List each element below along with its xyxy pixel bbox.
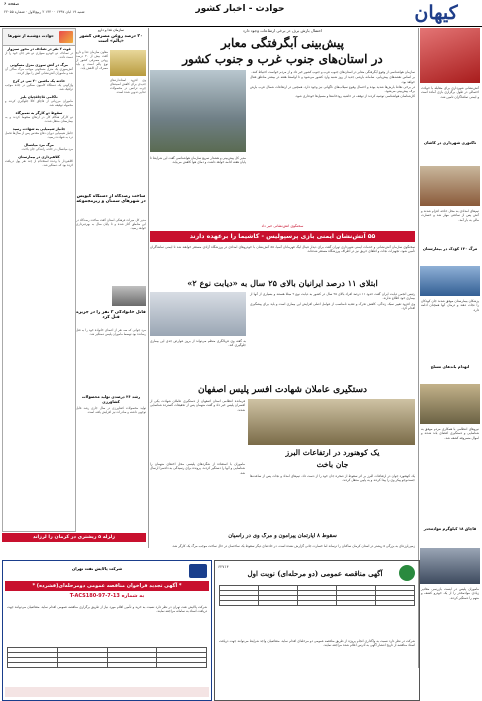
oil-story-2: وی افزود استانداردهای جدیدی برای کاهش اسیدهای چرب ترانس در محصولات غذایی تدوین شده است. bbox=[110, 78, 146, 94]
quake-headline: زلزله ۵ ریشتری در کرمان را لرزاند bbox=[2, 533, 146, 542]
ad-title: آگهی مناقصه عمومی (دو مرحله‌ای) نوبت اول bbox=[247, 569, 383, 578]
kicker: احتمال بارش برف در برخی ارتفاعات وجود دارد bbox=[242, 28, 323, 33]
main-headline-2: در استان‌های جنوب غرب و جنوب کشور bbox=[182, 52, 383, 66]
sidebar-item: جانباز شیمیایی به شهادت رسید جانباز شیمیایی دوران دفاع مقدس پس از سال‌ها تحمل درد به شهادت رسید. bbox=[5, 127, 73, 139]
fire-story: سخنگوی سازمان آتش‌نشانی و خدمات ایمنی شهرداری تهران گفت برای دیدار فینال لیگ قهرمانان آسیا، ۵۵ آتش‌نشان با خودروهای امدادی در ورزشگاه آزادی مستقر خواهند شد تا ایمنی تماشاگران تأمین شود. تجهیزات نجات و اطفای حریق نیز در اطراف ورزشگاه مستقر شده‌اند. bbox=[150, 245, 415, 254]
alborz-headline-1: یک کوهنورد در ارتفاعات البرز bbox=[285, 448, 380, 457]
story-text: تیم‌های امدادی به محل حادثه اعزام شدند و آتش پس از ساعتی مهار شد و خسارت مالی به بار آمد. bbox=[421, 209, 479, 222]
building-headline: سقوط ۸ آپارتمان پیرامون و مرگ وی در راسیان bbox=[228, 533, 337, 539]
main-story-body: سازمان هواشناسی از وقوع آبگرفتگی معابر در استان‌های جنوب غرب و جنوب کشور خبر داد و از مردم خواست احتیاط کنند. بر اساس نقشه‌های پیش‌یابی، سامانه بارشی جدید از روز شنبه وارد کشور می‌شود و تا اواسط هفته در بیشتر مناطق فعال خواهد بود. در برخی نقاط بارش‌ها شدید بوده و احتمال وقوع سیلاب‌های ناگهانی نیز وجود دارد. همچنین در ارتفاعات شمال غرب بارش برف پیش‌بینی می‌شود. کارشناسان هواشناسی توصیه کردند از توقف در حاشیه رودخانه‌ها و مسیل‌ها خودداری شود. bbox=[250, 70, 415, 99]
ad-logo-green bbox=[399, 565, 415, 581]
observatory-headline: ساخت رصدگاه از دستگاه کیوبس در شهرهای سمنان و زیرمجموعه bbox=[76, 194, 146, 204]
ad-number: ۶۲۷۱۴ bbox=[218, 564, 229, 569]
police-story-2: ماموران با استفاده از شگردهای پلیسی محل اختفای متهمان را شناسایی و آنها را دستگیر کردند. پرونده برای رسیدگی به دادسرا ارسال شد. bbox=[150, 462, 245, 475]
police-story: فرمانده انتظامی استان اصفهان از دستگیری عاملان شهادت یکی از افسران پلیس خبر داد و گفت متهمان پس از تحقیقات گسترده شناسایی شدند. bbox=[150, 399, 245, 412]
police-photo bbox=[248, 399, 415, 445]
sidebar-item: فوت ۲ نفر در تصادف در محور سبزوار در تصادف دو خودرو سواری دو نفر جان خود را از دست دادند. bbox=[5, 47, 73, 59]
farm-headline: رشد ۳۶ درصدی تولید محصولات کشاورزی bbox=[81, 394, 141, 404]
left-mid-column bbox=[76, 28, 146, 548]
logo: کیهان bbox=[414, 2, 458, 24]
ad-footer bbox=[5, 687, 209, 697]
red-bar-kicker: سخنگوی آتش‌نشانی خبر داد bbox=[261, 224, 304, 228]
alborz-headline-2: جان باخت bbox=[316, 460, 349, 469]
red-graphic-photo bbox=[420, 28, 480, 83]
box-title-3: انهدام باندهای مسلح bbox=[430, 364, 470, 369]
box-title-2: مرگ ۱۳۰ کودک در بیمارستان bbox=[422, 246, 478, 251]
sidebar-item: مرگ مرد میانسال مرد میانسال در حادثه رانندگی جان باخت. bbox=[21, 143, 73, 151]
alborz-story: یک کوهنورد جوان در ارتفاعات البرز بر اثر سقوط از صخره جان خود را از دست داد. تیم‌های امداد و نجات پس از ساعت‌ها جست‌وجو پیکر وی را پیدا کردند و به پایین منتقل کردند. bbox=[250, 474, 415, 483]
sidebar-icon bbox=[59, 31, 73, 43]
oil-story: معاون سازمان غذا و دارو گفت بیش از ۳۰ درصد روغن مصرفی کشور از نوع پالم است و باید مصرف آن کاهش یابد. bbox=[76, 50, 108, 70]
doctors-photo bbox=[150, 292, 246, 336]
sidebar-item: حادثه یک ماشین ۳۰ تنی در کرج واژگونی یک دستگاه کامیون سنگین در جاده موجب ترافیک شد. bbox=[5, 79, 73, 91]
story-text: پزشکان بیمارستان موفق شدند جان کودکان را نجات دهند و درمان آنها همچنان ادامه دارد. bbox=[421, 299, 479, 312]
sidebar-title: حوادث دوشنبه از شهرها bbox=[8, 33, 54, 38]
oil-headline: ۳۰ درصد روغن مصرفی کشور «پالم» است bbox=[79, 34, 143, 44]
sidebar-list bbox=[5, 47, 73, 529]
flood-photo bbox=[150, 70, 246, 152]
red-bar-headline: ۵۵ آتش‌نشان ایمنی بازی پرسپولیس - کاشیما را برعهده دارند bbox=[150, 231, 415, 242]
ad-company: شرکت پالایش نفت تهران bbox=[71, 566, 123, 571]
observatory-story: مدیر کل میراث فرهنگی استان گفت ساخت رصدگاه در این مناطق آغاز شده و تا پایان سال به بهره‌برداری خواهد رسید. bbox=[76, 218, 146, 230]
story-text: نیروهای انتظامی با همکاری مردم موفق به شناسایی و دستگیری اعضای باند شدند و اموال مسروقه کشف شد. bbox=[421, 427, 479, 440]
farm-story: تولید محصولات کشاورزی در سال جاری رشد قابل توجهی داشته و صادرات نیز افزایش یافته است. bbox=[76, 406, 146, 414]
ad-body: شرکت در نظر دارد نسبت به واگذاری انجام پروژه از طریق مناقصه عمومی دو مرحله‌ای اقدام نماید. متقاضیان واجد شرایط می‌توانند جهت دریافت اسناد مناقصه از تاریخ انتشار آگهی به آدرس اعلام شده مراجعه نمایند. bbox=[219, 639, 415, 648]
page-number: صفحه ۶ bbox=[4, 2, 20, 7]
left-sidebar bbox=[2, 28, 76, 532]
main-headline-1: پیش‌بینی آبگرفتگی معابر bbox=[221, 36, 344, 50]
military-photo bbox=[420, 384, 480, 424]
oil-photo bbox=[110, 50, 146, 76]
hospital-photo bbox=[420, 266, 480, 296]
section-title: حوادث - اخبار کشور bbox=[195, 4, 285, 14]
ad-body: شرکت پالایش نفت تهران در نظر دارد نسبت به خرید و تأمین اقلام مورد نیاز از طریق برگزاری مناقصه عمومی اقدام نماید. متقاضیان می‌توانند جهت دریافت اسناد به سامانه مراجعه نمایند. bbox=[7, 605, 207, 614]
ad-logo bbox=[189, 564, 207, 578]
box-title-1: تاکتوری شهرداری در کاشان bbox=[423, 140, 477, 145]
killer-story: مرد جوانی که سه نفر از اعضای خانواده خود را به قتل رسانده بود توسط ماموران پلیس دستگیر شد. bbox=[76, 328, 146, 336]
fire-photo bbox=[420, 166, 480, 206]
ad-title: * آگهی تجدید فراخوان مناقصه عمومی دومرحله‌ای(فشرده) * bbox=[5, 581, 209, 591]
bottom-story: زمین‌لرزه‌ای به بزرگی ۵ ریشتر در استان کرمان ساکنان را ترساند اما خسارت جانی گزارش نشده است. در حادثه‌ای دیگر سقوط یک ساختمان در حال ساخت موجب مرگ یک کارگر شد. bbox=[171, 544, 415, 548]
sidebar-item: سقوط دو کارگر به تعمیرگاه دو کارگر هنگام کار در ارتفاع سقوط کردند و به بیمارستان منتقل شدند. bbox=[5, 111, 73, 123]
issue-date: شنبه ۱۹ آبان ۱۳۹۷ · ۱۴۴۰ ۲ ربیع‌الاول · شماره ۲۲۰۵۵ bbox=[4, 10, 85, 14]
ad-table bbox=[219, 585, 415, 635]
box-title-4: قاچاق ۱۸ کیلوگرم موادمخدر bbox=[423, 526, 477, 531]
masthead bbox=[0, 0, 482, 27]
oil-kicker: سازمان غذا و دارو bbox=[98, 28, 124, 32]
diabetes-headline: ابتلای ۱۱ درصد ایرانیان بالای ۲۵ سال به «دیابت نوع ۲» bbox=[187, 278, 378, 288]
sidebar-header bbox=[3, 29, 75, 46]
tender-ad-right bbox=[214, 560, 420, 701]
tender-ad-left bbox=[2, 560, 212, 701]
sidebar-item: مرگ در آتش سوزی منزل مسکونی آتش‌سوزی یک منزل مسکونی موجب مرگ ساکن آن شد و ماموران آتش‌نشانی آتش را مهار کردند. bbox=[5, 63, 73, 75]
killer-photo bbox=[112, 286, 146, 306]
ad-table bbox=[7, 647, 207, 681]
killer-headline: قاتل خانوادگی ۳ نفر را در جزیره قتل کرد bbox=[76, 310, 146, 320]
police-headline: دستگیری عاملان شهادت افسر پلیس اصفهان bbox=[197, 385, 368, 395]
sidebar-item: ناکامی قاچاقچیان بلیز ماموران مرزبانی از قاچاق کالا جلوگیری کردند و محموله توقیف شد. bbox=[5, 95, 73, 107]
diabetes-story: رئیس انجمن دیابت ایران گفت حدود ۱۱ درصد افراد بالای ۲۵ سال در کشور به دیابت نوع ۲ مبتلا هستند و بسیاری از آنها از بیماری خود اطلاع ندارند. وی افزود تغییر سبک زندگی، کاهش تحرک و تغذیه نامناسب از عوامل اصلی افزایش این بیماری است و باید برای پیشگیری اقدام کرد. bbox=[250, 292, 415, 310]
far-right-column bbox=[420, 28, 480, 668]
drugs-photo bbox=[420, 548, 480, 584]
story-text: آتش‌نشانی شهرداری برای مقابله با حوادث احتمالی در طول برگزاری بازی آماده است و ایمنی تماشاگران تامین شد. bbox=[421, 86, 479, 99]
ad-ref: به شماره T-ACS180-97-7-13 bbox=[69, 593, 145, 599]
diabetes-story-2: به گفته وی غربالگری منظم می‌تواند از بروز عوارض جدی این بیماری جلوگیری کند. bbox=[150, 339, 246, 348]
main-story-body-2: مدیر کل پیش‌بینی و هشدار سریع سازمان هواشناسی گفت این شرایط تا پایان هفته ادامه خواهد داشت و دمای هوا کاهش می‌یابد. bbox=[150, 156, 246, 165]
sidebar-item: کلاهبرداری در بیمارستان کلاهبردار با وعده استخدام از چند نفر پول دریافت کرده بود که دستگیر شد. bbox=[5, 155, 73, 167]
story-text: ماموران پلیس در ایست بازرسی مقادیر زیادی موادمخدر را از یک خودرو کشف و متهم را دستگیر کردند. bbox=[421, 587, 479, 600]
